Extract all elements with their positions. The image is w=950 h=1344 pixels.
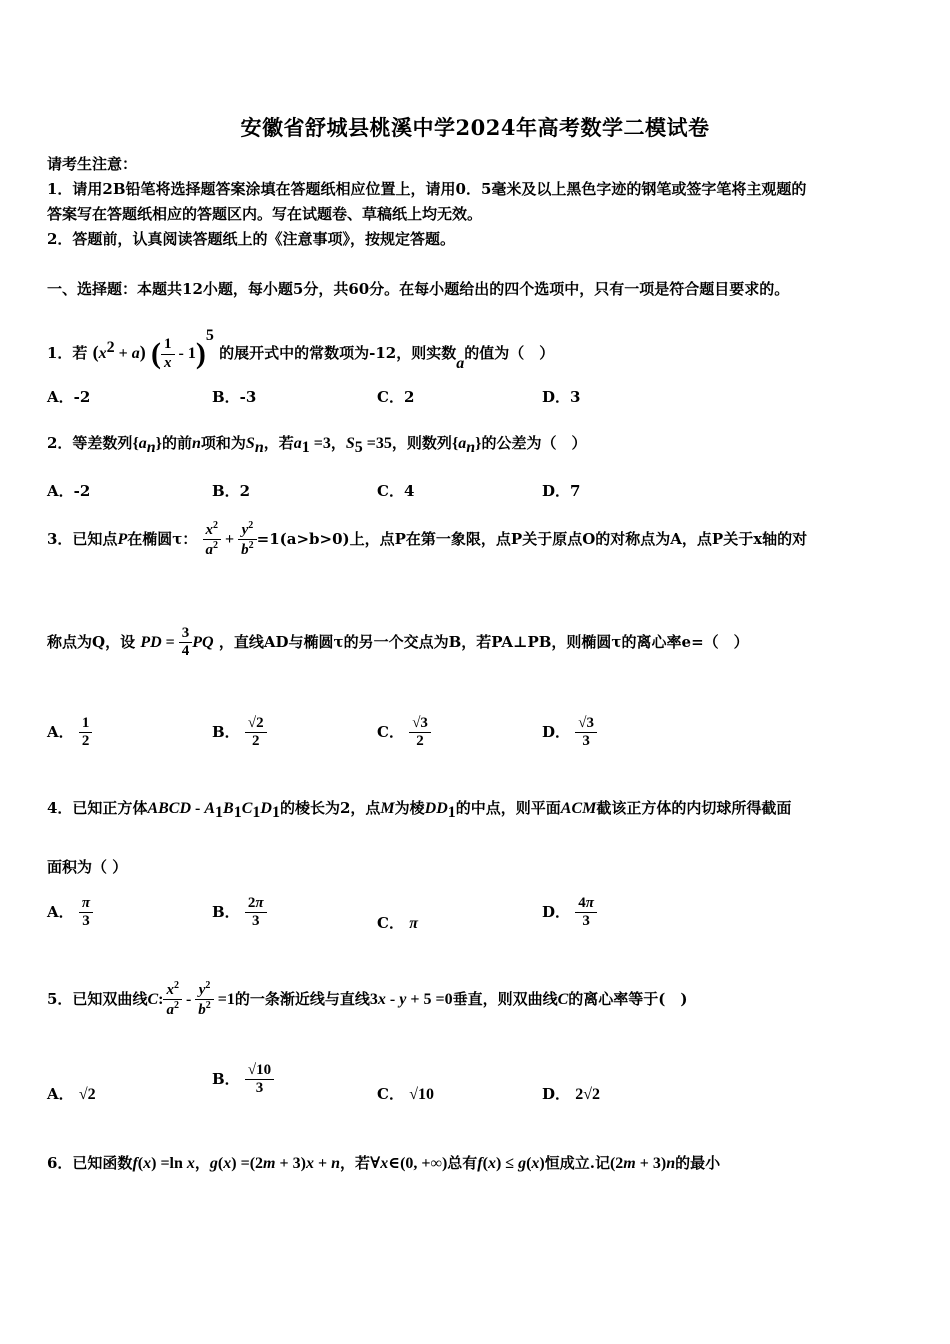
- q3-option-b[interactable]: B． $\frac{√2}{2}$: [212, 715, 267, 751]
- q5-option-c[interactable]: C． √10: [377, 1085, 434, 1103]
- q1-option-a[interactable]: A．-2: [47, 388, 91, 406]
- q2-stem: 2．等差数列$\{a_n\}$的前n项和为$S_n$，若$a_1 =3$，$S_5 =35$，则数列$\{a_n\}$的公差为（ ）: [47, 434, 587, 456]
- q6-stem: 6．已知函数f(x) =ln x，g(x) =(2m + 3)x + n，若∀x∈(0, +∞)总有f(x) ≤ g(x)恒成立.记(2m + 3)n的最小: [47, 1154, 721, 1172]
- q1-option-c[interactable]: C．2: [377, 388, 415, 406]
- q2-option-b[interactable]: B．2: [212, 482, 251, 500]
- q1-option-d[interactable]: D．3: [542, 388, 581, 406]
- q4-option-b[interactable]: B． $\frac{2\pi}{3}$: [212, 895, 267, 931]
- q3-option-d[interactable]: D． $\frac{√3}{3}$: [542, 715, 597, 751]
- q4-stem-line1: 4．已知正方体ABCD - $A_1B_1C_1D_1$的棱长为2，点M为棱$DD_1$的中点，则平面ACM截该正方体的内切球所得截面: [47, 799, 792, 821]
- q4-stem-line2: 面积为（ ）: [47, 858, 128, 876]
- q4-option-a[interactable]: A． $\frac{\pi}{3}$: [47, 895, 93, 931]
- notice-line-2: 答案写在答题纸相应的答题区内。写在试题卷、草稿纸上均无效。: [47, 205, 483, 223]
- q1-option-b[interactable]: B．-3: [212, 388, 257, 406]
- q5-stem: 5．已知双曲线C: $\frac{x^2}{a^2}$ - $\frac{y^2}{b^2}$ =1的一条渐近线与直线3x - y + 5 =0垂直，则双曲线C的离心率等于( ): [47, 980, 688, 1019]
- q5-option-a[interactable]: A． √2: [47, 1085, 96, 1103]
- q3-option-a[interactable]: A． $\frac{1}{2}$: [47, 715, 92, 751]
- q2-option-c[interactable]: C．4: [377, 482, 415, 500]
- q1-stem: 1．若 $(x^2 + a)$ ( $\frac{1}{x}$ - 1)$^5$ 的展开式中的常数项为-12，则实数a的值为（ ）: [47, 327, 555, 372]
- q3-stem-line1: 3．已知点P在椭圆τ： $\frac{x^2}{a^2}$ + $\frac{y^2}{b^2}$ =1(a>b>0)上，点P在第一象限，点P关于原点O的对称点为A，点P关于x轴的对: [47, 520, 808, 559]
- q3-option-c[interactable]: C． $\frac{√3}{2}$: [377, 715, 431, 751]
- q2-option-a[interactable]: A．-2: [47, 482, 91, 500]
- notice-line-3: 2．答题前，认真阅读答题纸上的《注意事项》，按规定答题。: [47, 230, 455, 248]
- q4-option-d[interactable]: D． $\frac{4\pi}{3}$: [542, 895, 597, 931]
- q5-option-b[interactable]: B． $\frac{√10}{3}$: [212, 1062, 274, 1098]
- q5-option-d[interactable]: D． 2√2: [542, 1085, 601, 1103]
- page-title: 安徽省舒城县桃溪中学2024年高考数学二模试卷: [240, 115, 710, 140]
- q4-option-c[interactable]: C． π: [377, 914, 418, 932]
- q2-option-d[interactable]: D．7: [542, 482, 581, 500]
- notice-heading: 请考生注意：: [47, 155, 138, 173]
- notice-line-1: 1．请用2B铅笔将选择题答案涂填在答题纸相应位置上，请用0．5毫米及以上黑色字迹的钢笔或签字笔将主观题的: [47, 180, 807, 198]
- q3-stem-line2: 称点为Q，设 PD = $\frac{3}{4}$ PQ ，直线AD与椭圆τ的另一个交点为B，若PA⊥PB，则椭圆τ的离心率e=（ ）: [47, 625, 749, 660]
- section-heading: 一、选择题：本题共12小题，每小题5分，共60分。在每小题给出的四个选项中，只有一项是符合题目要求的。: [47, 280, 790, 298]
